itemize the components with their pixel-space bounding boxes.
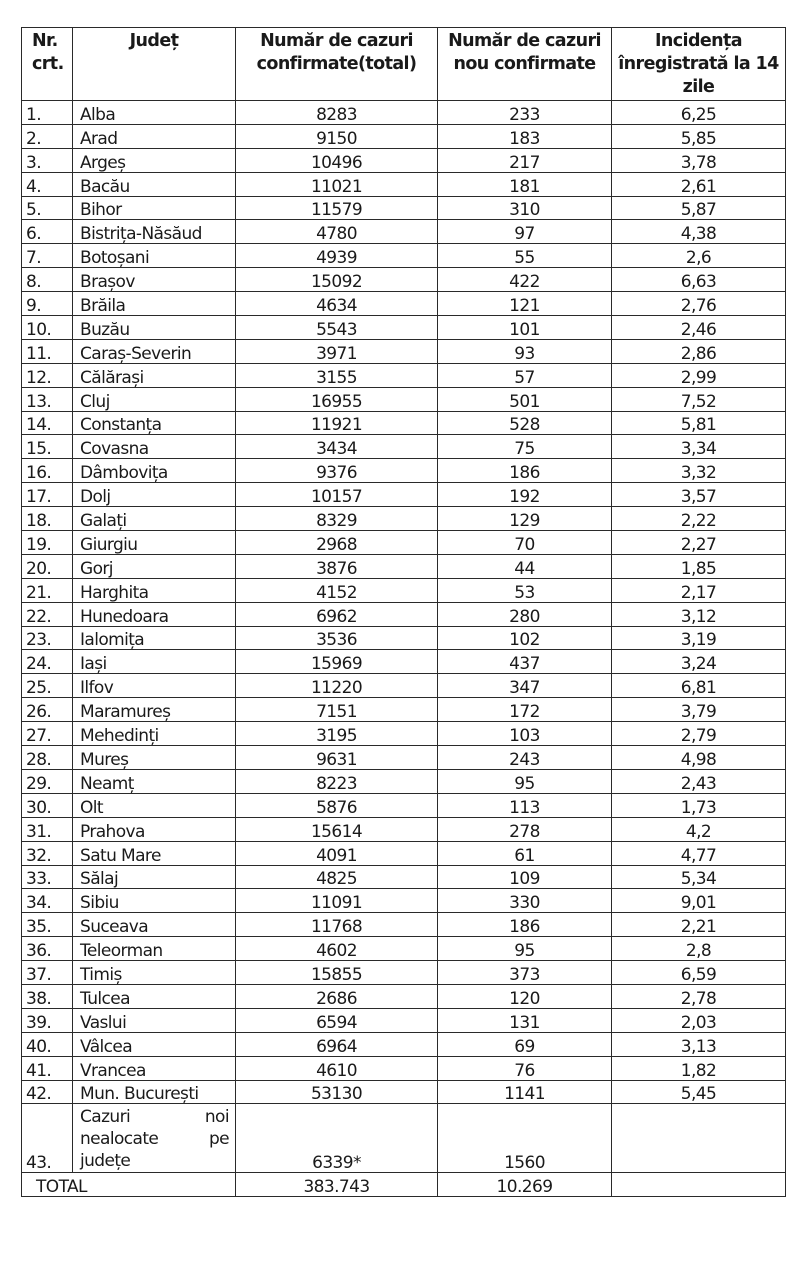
row-incidence: 3,19 bbox=[612, 626, 786, 650]
row-judet: Arad bbox=[73, 124, 236, 148]
table-row bbox=[22, 244, 786, 268]
row-judet: Cluj bbox=[73, 387, 236, 411]
header-row bbox=[22, 28, 786, 101]
row-new-cases: 120 bbox=[438, 984, 612, 1008]
row-judet: Teleorman bbox=[73, 937, 236, 961]
row-new-cases: 422 bbox=[438, 268, 612, 292]
table-row bbox=[22, 889, 786, 913]
row-total-cases: 3155 bbox=[236, 363, 438, 387]
row-nr: 7. bbox=[22, 244, 73, 268]
row-new-cases: 93 bbox=[438, 339, 612, 363]
row-incidence: 4,2 bbox=[612, 817, 786, 841]
total-new-cases: 10.269 bbox=[438, 1173, 612, 1197]
row-nr: 14. bbox=[22, 411, 73, 435]
row-judet: Alba bbox=[73, 101, 236, 125]
row-judet: Vâlcea bbox=[73, 1032, 236, 1056]
row-nr: 9. bbox=[22, 292, 73, 316]
header-nr: Nr. crt. bbox=[22, 28, 73, 101]
row-total-cases: 9631 bbox=[236, 746, 438, 770]
row-judet: Prahova bbox=[73, 817, 236, 841]
row-new-cases: 55 bbox=[438, 244, 612, 268]
row-judet: Satu Mare bbox=[73, 841, 236, 865]
row-incidence: 2,21 bbox=[612, 913, 786, 937]
row-judet: Vaslui bbox=[73, 1008, 236, 1032]
row-incidence: 2,8 bbox=[612, 937, 786, 961]
row-new-cases: 131 bbox=[438, 1008, 612, 1032]
row-total-cases: 11021 bbox=[236, 172, 438, 196]
table-row bbox=[22, 339, 786, 363]
row-nr: 34. bbox=[22, 889, 73, 913]
table-row bbox=[22, 101, 786, 125]
row-new-cases: 278 bbox=[438, 817, 612, 841]
row-total-cases: 4610 bbox=[236, 1056, 438, 1080]
row-total-cases: 15092 bbox=[236, 268, 438, 292]
row-total-cases: 11768 bbox=[236, 913, 438, 937]
row-nr: 32. bbox=[22, 841, 73, 865]
row-incidence: 9,01 bbox=[612, 889, 786, 913]
row-total-cases: 7151 bbox=[236, 698, 438, 722]
row-new-cases: 121 bbox=[438, 292, 612, 316]
row-incidence: 3,57 bbox=[612, 483, 786, 507]
row-new-cases: 75 bbox=[438, 435, 612, 459]
row-nr: 29. bbox=[22, 769, 73, 793]
table-row bbox=[22, 961, 786, 985]
row-judet: Hunedoara bbox=[73, 602, 236, 626]
row-nr: 11. bbox=[22, 339, 73, 363]
row-incidence: 2,6 bbox=[612, 244, 786, 268]
table-row bbox=[22, 984, 786, 1008]
row-judet: Brăila bbox=[73, 292, 236, 316]
header-new-cases: Număr de cazuri nou confirmate bbox=[438, 28, 612, 101]
row-incidence: 6,59 bbox=[612, 961, 786, 985]
row-total-cases: 10157 bbox=[236, 483, 438, 507]
row-nr: 16. bbox=[22, 459, 73, 483]
row-new-cases: 330 bbox=[438, 889, 612, 913]
row-nr: 15. bbox=[22, 435, 73, 459]
row-incidence: 3,24 bbox=[612, 650, 786, 674]
table-row bbox=[22, 316, 786, 340]
row-new-cases: 437 bbox=[438, 650, 612, 674]
row-new-cases: 97 bbox=[438, 220, 612, 244]
header-total-cases: Număr de cazuri confirmate(total) bbox=[236, 28, 438, 101]
total-incidence bbox=[612, 1173, 786, 1197]
table-row bbox=[22, 578, 786, 602]
row-new-cases: 57 bbox=[438, 363, 612, 387]
row-incidence: 1,85 bbox=[612, 554, 786, 578]
row-new-cases: 192 bbox=[438, 483, 612, 507]
table-row bbox=[22, 363, 786, 387]
row-new-cases: 69 bbox=[438, 1032, 612, 1056]
table-row bbox=[22, 626, 786, 650]
table-row bbox=[22, 483, 786, 507]
row-judet: Buzău bbox=[73, 316, 236, 340]
row-incidence: 3,34 bbox=[612, 435, 786, 459]
row-new-cases: 101 bbox=[438, 316, 612, 340]
row-new-cases: 61 bbox=[438, 841, 612, 865]
row-total-cases: 4939 bbox=[236, 244, 438, 268]
row-incidence: 2,03 bbox=[612, 1008, 786, 1032]
header-judet: Județ bbox=[73, 28, 236, 101]
row-total-cases: 16955 bbox=[236, 387, 438, 411]
row-nr: 37. bbox=[22, 961, 73, 985]
row-incidence: 2,43 bbox=[612, 769, 786, 793]
row-incidence: 2,27 bbox=[612, 531, 786, 555]
row-total-cases: 3876 bbox=[236, 554, 438, 578]
row-total-cases: 9150 bbox=[236, 124, 438, 148]
row-total-cases: 3195 bbox=[236, 722, 438, 746]
row-nr: 33. bbox=[22, 865, 73, 889]
table-row bbox=[22, 1008, 786, 1032]
table-row bbox=[22, 1056, 786, 1080]
row-new-cases: 102 bbox=[438, 626, 612, 650]
row-judet: Sălaj bbox=[73, 865, 236, 889]
row-new-cases: 53 bbox=[438, 578, 612, 602]
table-row bbox=[22, 531, 786, 555]
row-judet: Mehedinți bbox=[73, 722, 236, 746]
row-total-cases: 11220 bbox=[236, 674, 438, 698]
row-incidence: 2,17 bbox=[612, 578, 786, 602]
table-row bbox=[22, 937, 786, 961]
row-incidence bbox=[612, 1104, 786, 1173]
row-judet: Caraș-Severin bbox=[73, 339, 236, 363]
row-total-cases: 11091 bbox=[236, 889, 438, 913]
row-incidence: 3,12 bbox=[612, 602, 786, 626]
row-nr: 28. bbox=[22, 746, 73, 770]
row-new-cases: 172 bbox=[438, 698, 612, 722]
row-new-cases: 44 bbox=[438, 554, 612, 578]
table-row bbox=[22, 387, 786, 411]
row-nr: 26. bbox=[22, 698, 73, 722]
row-nr: 36. bbox=[22, 937, 73, 961]
row-new-cases: 109 bbox=[438, 865, 612, 889]
row-incidence: 2,46 bbox=[612, 316, 786, 340]
row-new-cases: 217 bbox=[438, 148, 612, 172]
table-row bbox=[22, 722, 786, 746]
table-row bbox=[22, 865, 786, 889]
row-nr: 22. bbox=[22, 602, 73, 626]
row-nr: 30. bbox=[22, 793, 73, 817]
row-total-cases: 3536 bbox=[236, 626, 438, 650]
row-nr: 24. bbox=[22, 650, 73, 674]
row-total-cases: 4091 bbox=[236, 841, 438, 865]
row-total-cases: 2686 bbox=[236, 984, 438, 1008]
row-new-cases: 373 bbox=[438, 961, 612, 985]
row-nr: 43. bbox=[22, 1104, 73, 1173]
table-row bbox=[22, 650, 786, 674]
row-new-cases: 1560 bbox=[438, 1104, 612, 1173]
row-incidence: 5,34 bbox=[612, 865, 786, 889]
row-incidence: 2,78 bbox=[612, 984, 786, 1008]
table-row bbox=[22, 507, 786, 531]
row-nr: 3. bbox=[22, 148, 73, 172]
row-new-cases: 95 bbox=[438, 937, 612, 961]
row-judet: Harghita bbox=[73, 578, 236, 602]
row-judet: Dolj bbox=[73, 483, 236, 507]
row-total-cases: 53130 bbox=[236, 1080, 438, 1104]
row-nr: 4. bbox=[22, 172, 73, 196]
row-total-cases: 3971 bbox=[236, 339, 438, 363]
row-incidence: 2,76 bbox=[612, 292, 786, 316]
row-incidence: 3,32 bbox=[612, 459, 786, 483]
table-row bbox=[22, 196, 786, 220]
row-incidence: 3,79 bbox=[612, 698, 786, 722]
row-total-cases: 15614 bbox=[236, 817, 438, 841]
row-nr: 13. bbox=[22, 387, 73, 411]
covid-county-table bbox=[21, 27, 786, 1197]
row-judet: Bacău bbox=[73, 172, 236, 196]
table-row bbox=[22, 769, 786, 793]
row-total-cases: 4602 bbox=[236, 937, 438, 961]
row-judet: Mun. București bbox=[73, 1080, 236, 1104]
row-nr: 6. bbox=[22, 220, 73, 244]
total-cases: 383.743 bbox=[236, 1173, 438, 1197]
row-nr: 12. bbox=[22, 363, 73, 387]
row-new-cases: 183 bbox=[438, 124, 612, 148]
row-new-cases: 76 bbox=[438, 1056, 612, 1080]
row-new-cases: 70 bbox=[438, 531, 612, 555]
row-new-cases: 1141 bbox=[438, 1080, 612, 1104]
row-incidence: 4,98 bbox=[612, 746, 786, 770]
row-judet: Suceava bbox=[73, 913, 236, 937]
row-incidence: 2,99 bbox=[612, 363, 786, 387]
row-total-cases: 4152 bbox=[236, 578, 438, 602]
row-nr: 2. bbox=[22, 124, 73, 148]
row-nr: 8. bbox=[22, 268, 73, 292]
row-incidence: 2,79 bbox=[612, 722, 786, 746]
row-judet: Constanța bbox=[73, 411, 236, 435]
total-row bbox=[22, 1173, 786, 1197]
row-total-cases: 4780 bbox=[236, 220, 438, 244]
row-incidence: 5,85 bbox=[612, 124, 786, 148]
row-judet: Gorj bbox=[73, 554, 236, 578]
row-total-cases: 9376 bbox=[236, 459, 438, 483]
table-row bbox=[22, 913, 786, 937]
table-row bbox=[22, 172, 786, 196]
row-incidence: 6,63 bbox=[612, 268, 786, 292]
table-row bbox=[22, 148, 786, 172]
row-nr: 27. bbox=[22, 722, 73, 746]
row-new-cases: 310 bbox=[438, 196, 612, 220]
row-total-cases: 5543 bbox=[236, 316, 438, 340]
table-row bbox=[22, 602, 786, 626]
row-nr: 17. bbox=[22, 483, 73, 507]
row-total-cases: 6962 bbox=[236, 602, 438, 626]
row-new-cases: 181 bbox=[438, 172, 612, 196]
row-total-cases: 6339* bbox=[236, 1104, 438, 1173]
header-incidence: Incidența înregistrată la 14 zile bbox=[612, 28, 786, 101]
row-new-cases: 103 bbox=[438, 722, 612, 746]
row-incidence: 4,38 bbox=[612, 220, 786, 244]
table-row bbox=[22, 698, 786, 722]
row-total-cases: 4634 bbox=[236, 292, 438, 316]
row-incidence: 1,82 bbox=[612, 1056, 786, 1080]
table-row bbox=[22, 292, 786, 316]
row-nr: 42. bbox=[22, 1080, 73, 1104]
row-new-cases: 280 bbox=[438, 602, 612, 626]
table-row bbox=[22, 817, 786, 841]
row-judet: Sibiu bbox=[73, 889, 236, 913]
row-judet: Bihor bbox=[73, 196, 236, 220]
row-total-cases: 6594 bbox=[236, 1008, 438, 1032]
row-nr: 40. bbox=[22, 1032, 73, 1056]
row-judet: Covasna bbox=[73, 435, 236, 459]
row-incidence: 3,13 bbox=[612, 1032, 786, 1056]
row-nr: 25. bbox=[22, 674, 73, 698]
row-total-cases: 15855 bbox=[236, 961, 438, 985]
table-row bbox=[22, 793, 786, 817]
row-incidence: 2,22 bbox=[612, 507, 786, 531]
row-new-cases: 186 bbox=[438, 913, 612, 937]
total-label: TOTAL bbox=[22, 1173, 236, 1197]
row-new-cases: 528 bbox=[438, 411, 612, 435]
row-judet: Bistrița-Năsăud bbox=[73, 220, 236, 244]
row-judet: Cazuri noi nealocate pe județe bbox=[73, 1104, 236, 1173]
row-new-cases: 186 bbox=[438, 459, 612, 483]
row-judet: Iași bbox=[73, 650, 236, 674]
row-judet: Giurgiu bbox=[73, 531, 236, 555]
row-new-cases: 501 bbox=[438, 387, 612, 411]
row-judet: Olt bbox=[73, 793, 236, 817]
row-new-cases: 95 bbox=[438, 769, 612, 793]
row-new-cases: 347 bbox=[438, 674, 612, 698]
unallocated-row bbox=[22, 1104, 786, 1173]
row-incidence: 1,73 bbox=[612, 793, 786, 817]
row-judet: Ialomița bbox=[73, 626, 236, 650]
row-total-cases: 11579 bbox=[236, 196, 438, 220]
row-judet: Brașov bbox=[73, 268, 236, 292]
row-judet: Ilfov bbox=[73, 674, 236, 698]
row-judet: Timiș bbox=[73, 961, 236, 985]
table-row bbox=[22, 220, 786, 244]
row-total-cases: 8223 bbox=[236, 769, 438, 793]
row-judet: Galați bbox=[73, 507, 236, 531]
row-incidence: 5,81 bbox=[612, 411, 786, 435]
row-nr: 1. bbox=[22, 101, 73, 125]
row-judet: Neamț bbox=[73, 769, 236, 793]
row-total-cases: 2968 bbox=[236, 531, 438, 555]
row-judet: Argeș bbox=[73, 148, 236, 172]
row-new-cases: 129 bbox=[438, 507, 612, 531]
row-total-cases: 5876 bbox=[236, 793, 438, 817]
row-new-cases: 113 bbox=[438, 793, 612, 817]
row-judet: Maramureș bbox=[73, 698, 236, 722]
row-incidence: 7,52 bbox=[612, 387, 786, 411]
table-row bbox=[22, 841, 786, 865]
row-nr: 23. bbox=[22, 626, 73, 650]
row-nr: 5. bbox=[22, 196, 73, 220]
row-nr: 38. bbox=[22, 984, 73, 1008]
row-nr: 18. bbox=[22, 507, 73, 531]
table-row bbox=[22, 746, 786, 770]
row-total-cases: 8283 bbox=[236, 101, 438, 125]
row-incidence: 6,81 bbox=[612, 674, 786, 698]
row-nr: 21. bbox=[22, 578, 73, 602]
row-new-cases: 243 bbox=[438, 746, 612, 770]
table-row bbox=[22, 459, 786, 483]
row-new-cases: 233 bbox=[438, 101, 612, 125]
table-row bbox=[22, 674, 786, 698]
row-total-cases: 8329 bbox=[236, 507, 438, 531]
row-incidence: 3,78 bbox=[612, 148, 786, 172]
row-incidence: 6,25 bbox=[612, 101, 786, 125]
row-total-cases: 6964 bbox=[236, 1032, 438, 1056]
table-row bbox=[22, 435, 786, 459]
row-nr: 19. bbox=[22, 531, 73, 555]
row-judet: Dâmbovița bbox=[73, 459, 236, 483]
row-nr: 31. bbox=[22, 817, 73, 841]
table-row bbox=[22, 1080, 786, 1104]
table-row bbox=[22, 411, 786, 435]
row-total-cases: 10496 bbox=[236, 148, 438, 172]
row-judet: Călărași bbox=[73, 363, 236, 387]
table-row bbox=[22, 124, 786, 148]
row-judet: Tulcea bbox=[73, 984, 236, 1008]
row-total-cases: 15969 bbox=[236, 650, 438, 674]
table-row bbox=[22, 268, 786, 292]
row-nr: 41. bbox=[22, 1056, 73, 1080]
row-judet: Mureș bbox=[73, 746, 236, 770]
row-incidence: 2,86 bbox=[612, 339, 786, 363]
row-incidence: 5,45 bbox=[612, 1080, 786, 1104]
table-row bbox=[22, 554, 786, 578]
row-nr: 20. bbox=[22, 554, 73, 578]
row-incidence: 2,61 bbox=[612, 172, 786, 196]
table-body bbox=[22, 101, 786, 1104]
row-total-cases: 4825 bbox=[236, 865, 438, 889]
row-total-cases: 11921 bbox=[236, 411, 438, 435]
row-incidence: 4,77 bbox=[612, 841, 786, 865]
row-total-cases: 3434 bbox=[236, 435, 438, 459]
table-row bbox=[22, 1032, 786, 1056]
row-nr: 35. bbox=[22, 913, 73, 937]
row-nr: 10. bbox=[22, 316, 73, 340]
row-judet: Botoșani bbox=[73, 244, 236, 268]
row-incidence: 5,87 bbox=[612, 196, 786, 220]
row-nr: 39. bbox=[22, 1008, 73, 1032]
row-judet: Vrancea bbox=[73, 1056, 236, 1080]
